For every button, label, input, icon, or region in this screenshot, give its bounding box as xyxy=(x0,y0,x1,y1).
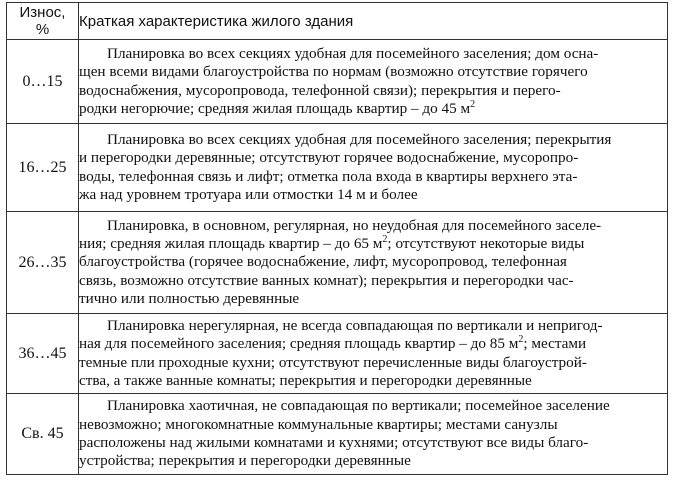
wear-range: Св. 45 xyxy=(7,394,79,475)
description-line: Планировка нерегулярная, не всегда совпадающая по вертикали и непригод- xyxy=(107,316,603,334)
wear-range: 0…15 xyxy=(7,40,79,124)
description-cell xyxy=(79,314,668,394)
superscript: 2 xyxy=(470,99,476,110)
table-row xyxy=(7,124,668,212)
description-line: благоустройства (горячее водоснабжение, лифт, мусоропровод, телефонная xyxy=(79,253,567,271)
description-line: темные пли проходные кухни; отсутствуют перечисленные виды благоустрой- xyxy=(79,353,587,371)
header-wear-unit: % xyxy=(35,21,50,38)
description-line: Планировка во всех секциях удобная для посемейного заселения; перекрытия xyxy=(107,130,612,148)
superscript: 2 xyxy=(382,235,388,246)
description-cell xyxy=(79,212,668,314)
superscript: 2 xyxy=(518,335,524,346)
table-row xyxy=(7,40,668,124)
description-line: тично или полностью деревянные xyxy=(79,289,300,307)
description-line: ния; средняя жилая площадь квартир – до 65 $м^2$; отсутствуют некоторые виды xyxy=(79,235,585,253)
description-line: невозможно; многокомнатные коммунальные квартиры; местами санузлы xyxy=(79,415,558,433)
description-line: ства, а также ванные комнаты; перекрытия и перегородки деревянные xyxy=(79,371,532,389)
description-line: и перегородки деревянные; отсутствуют горячее водоснабжение, мусоропро- xyxy=(79,149,579,167)
description-line: Планировка во всех секциях удобная для посемейного заселения; дом осна- xyxy=(107,44,599,62)
description-line: Планировка хаотичная, не совпадающая по вертикали; посемейное заселение xyxy=(107,397,610,415)
description-line: расположены над жилыми комнатами и кухнями; отсутствуют все виды благо- xyxy=(79,434,589,451)
description-line: водоснабжения, мусоропровода, телефонной связи); перекрытия и перего- xyxy=(79,81,561,99)
description-line: Планировка, в основном, регулярная, но неудобная для посемейного заселе- xyxy=(107,216,602,234)
wear-range: 36…45 xyxy=(7,314,79,394)
header-row xyxy=(7,3,668,40)
description-line: устройства; перекрытия и перегородки деревянные xyxy=(79,452,411,470)
description-line: жа над уровнем тротуара или отмостки 14 м и более xyxy=(79,185,418,203)
description-line: щен всеми видами благоустройства по нормам (возможно отсутствие горячего xyxy=(79,63,588,81)
table-row xyxy=(7,394,668,475)
header-wear xyxy=(7,3,79,40)
description-line: ная для посемейного заселения; средняя площадь квартир – до 85 $м^2$; местами xyxy=(79,335,587,353)
header-description: Краткая характеристика жилого здания xyxy=(79,3,668,40)
header-wear-label: Износ, xyxy=(19,4,66,21)
description-cell xyxy=(79,40,668,124)
description-line: родки негорючие; средняя жилая площадь квартир – до 45 $м^2$ xyxy=(79,99,476,117)
description-line: воды, телефонная связь и лифт; отметка пола входа в квартиры верхнего эта- xyxy=(79,167,578,185)
description-cell xyxy=(79,394,668,475)
description-line: связь, возможно отсутствие ванных комнат); перекрытия и перегородки час- xyxy=(79,271,574,289)
wear-range: 26…35 xyxy=(7,212,79,314)
table-row xyxy=(7,212,668,314)
wear-range: 16…25 xyxy=(7,124,79,212)
description-cell xyxy=(79,124,668,212)
table-row xyxy=(7,314,668,394)
wear-characteristics-table xyxy=(6,2,668,475)
